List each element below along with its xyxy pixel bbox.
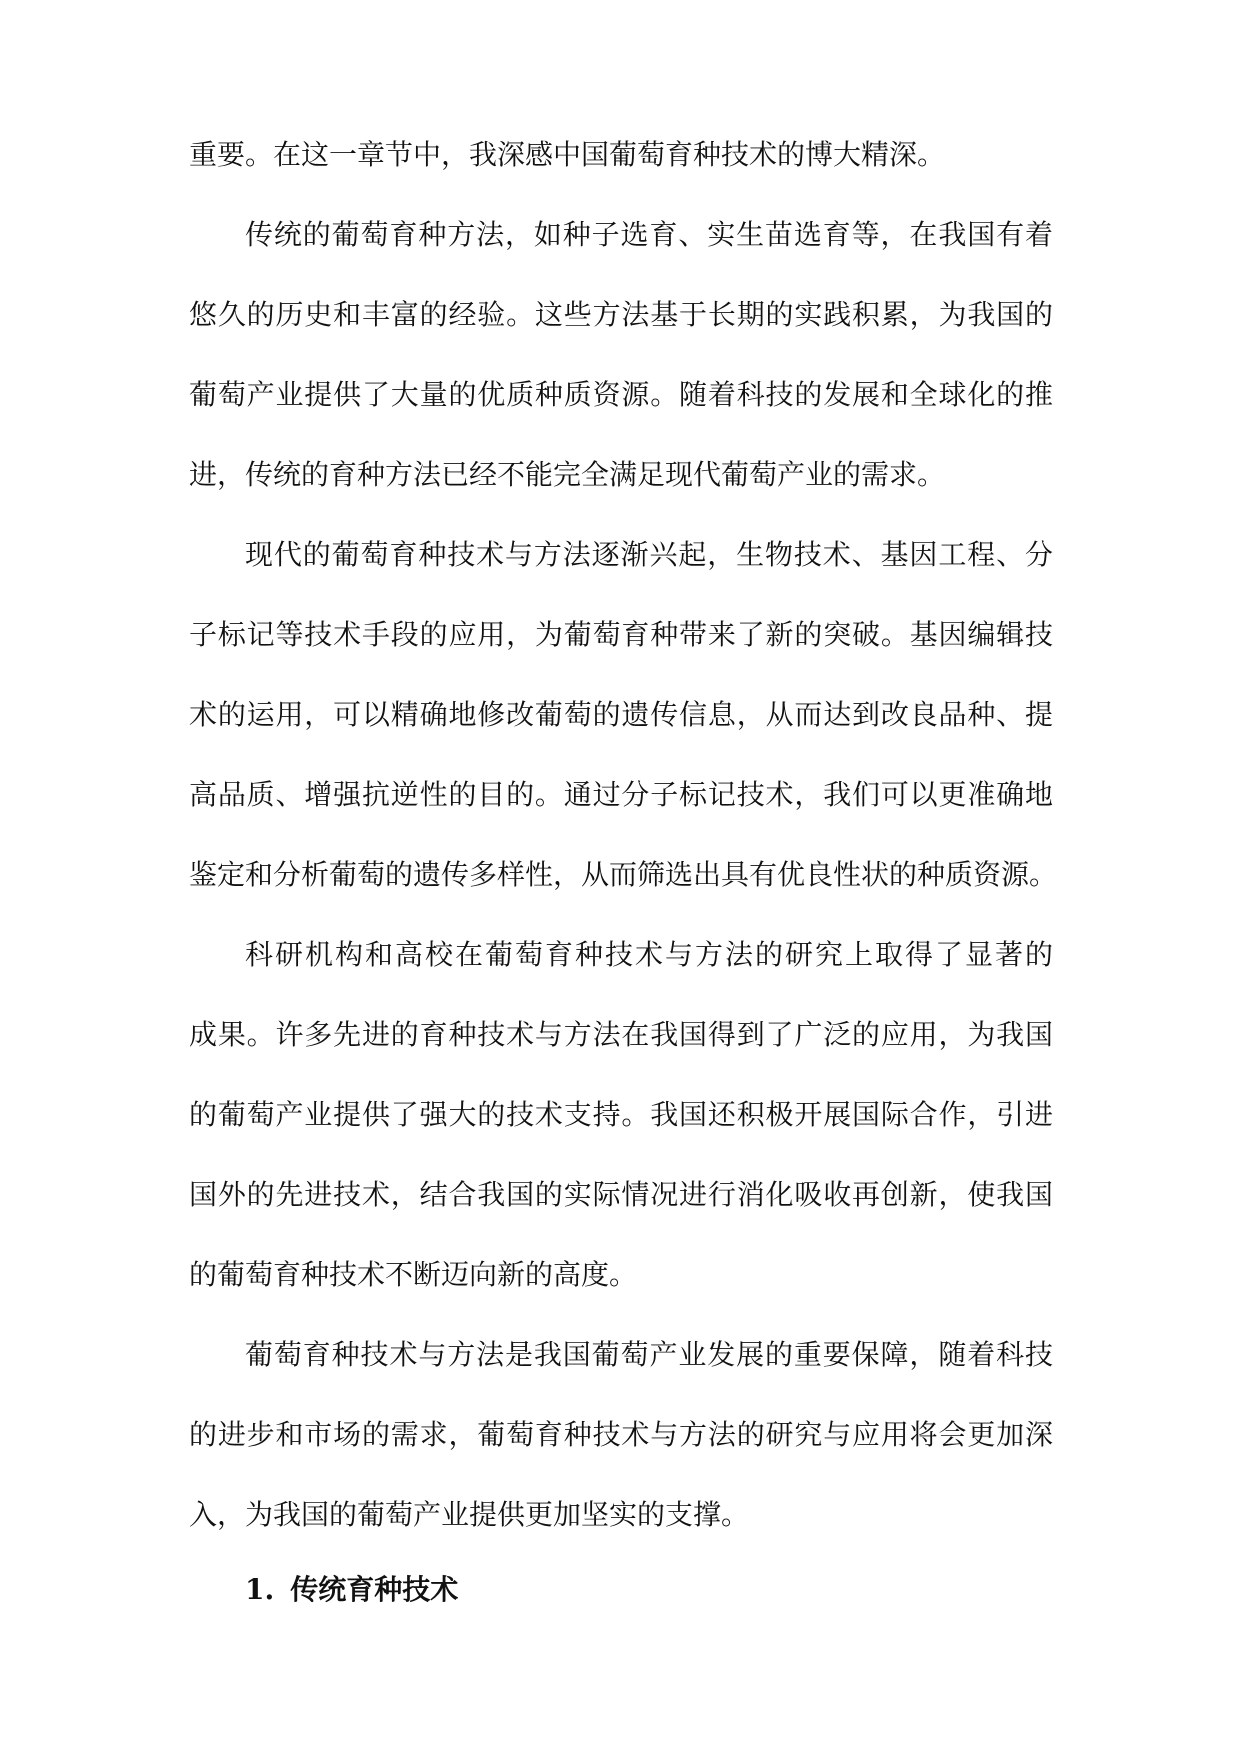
paragraph-line: 重要。在这一章节中，我深感中国葡萄育种技术的博大精深。 — [189, 138, 946, 171]
paragraph-line: 葡萄育种技术与方法是我国葡萄产业发展的重要保障，随着科技 — [245, 1338, 1053, 1371]
paragraph-line: 现代的葡萄育种技术与方法逐渐兴起，生物技术、基因工程、分 — [245, 538, 1053, 571]
section-number: 1. — [245, 1573, 275, 1606]
paragraph-line: 悠久的历史和丰富的经验。这些方法基于长期的实践积累，为我国的 — [189, 298, 1053, 331]
paragraph-line: 术的运用，可以精确地修改葡萄的遗传信息，从而达到改良品种、提 — [189, 698, 1053, 731]
paragraph-line: 鉴定和分析葡萄的遗传多样性，从而筛选出具有优良性状的种质资源。 — [189, 858, 1058, 891]
paragraph-line: 葡萄产业提供了大量的优质种质资源。随着科技的发展和全球化的推 — [189, 378, 1053, 411]
paragraph-line: 高品质、增强抗逆性的目的。通过分子标记技术，我们可以更准确地 — [189, 778, 1053, 811]
paragraph-line: 进，传统的育种方法已经不能完全满足现代葡萄产业的需求。 — [189, 458, 946, 491]
section-heading — [245, 1560, 458, 1620]
paragraph-line: 传统的葡萄育种方法，如种子选育、实生苗选育等，在我国有着 — [245, 218, 1053, 251]
paragraph-line: 的葡萄产业提供了强大的技术支持。我国还积极开展国际合作，引进 — [189, 1098, 1053, 1131]
paragraph-line: 的葡萄育种技术不断迈向新的高度。 — [189, 1258, 638, 1291]
paragraph-line: 入，为我国的葡萄产业提供更加坚实的支撑。 — [189, 1498, 750, 1531]
paragraph-line: 科研机构和高校在葡萄育种技术与方法的研究上取得了显著的 — [245, 938, 1053, 971]
section-title: 传统育种技术 — [290, 1573, 459, 1606]
paragraph-line: 子标记等技术手段的应用，为葡萄育种带来了新的突破。基因编辑技 — [189, 618, 1053, 651]
paragraph-line: 成果。许多先进的育种技术与方法在我国得到了广泛的应用，为我国 — [189, 1018, 1053, 1051]
paragraph-line: 的进步和市场的需求，葡萄育种技术与方法的研究与应用将会更加深 — [189, 1418, 1053, 1451]
body-text — [189, 115, 1058, 1555]
paragraph-line: 国外的先进技术，结合我国的实际情况进行消化吸收再创新，使我国 — [189, 1178, 1053, 1211]
